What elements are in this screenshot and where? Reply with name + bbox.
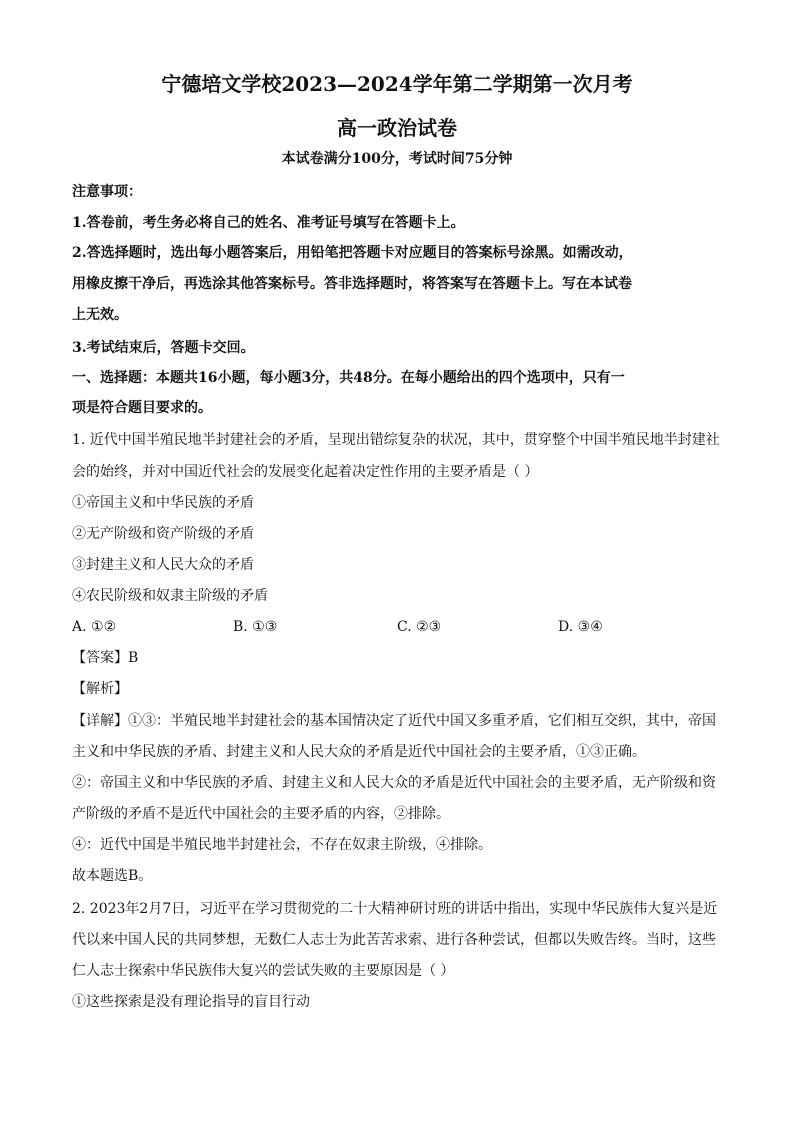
q1-option-d: D . ③④ — [558, 617, 603, 637]
exam-note: 本试卷满分100分，考试时间75分钟 — [281, 151, 513, 167]
q2-stem-line-3: 仁人志士探索中华民族伟大复兴的尝试失败的主要原因是（ ） — [72, 963, 455, 979]
q1-item-4: ④农民阶级和奴隶主阶级的矛盾 — [72, 588, 268, 604]
section-heading-line-1: 一、选择题：本题共16小题，每小题3分，共48分。在每小题给出的四个选项中，只有一 — [72, 370, 625, 386]
q1-analysis-label: 【解析】 — [72, 681, 128, 697]
notice-item-1: 1.答卷前，考生务必将自己的姓名、准考证号填写在答题卡上。 — [72, 215, 465, 231]
q1-stem-line-1: 1. 近代中国半殖民地半封建社会的矛盾，呈现出错综复杂的状况，其中，贯穿整个中国半殖民地半封建社 — [72, 432, 720, 448]
notice-item-2-line-2: 用橡皮擦干净后，再选涂其他答案标号。答非选择题时，将答案写在答题卡上。写在本试卷 — [72, 276, 632, 292]
exam-subtitle: 高一政治试卷 — [337, 116, 457, 140]
q1-item-1: ①帝国主义和中华民族的矛盾 — [72, 495, 254, 511]
notice-item-3: 3.考试结束后，答题卡交回。 — [72, 340, 255, 356]
q1-option-c: C . ②③ — [397, 617, 441, 637]
exam-title: 宁德培文学校2023—2024学年第二学期第一次月考 — [161, 72, 633, 96]
q1-detail-line-3: ②：帝国主义和中华民族的矛盾、封建主义和人民大众的矛盾是近代中国社会的主要矛盾，无产阶级和资 — [72, 775, 716, 791]
q1-stem-line-2: 会的始终，并对中国近代社会的发展变化起着决定性作用的主要矛盾是（ ） — [72, 464, 539, 480]
q1-conclusion: 故本题选B。 — [72, 868, 153, 884]
q1-detail-line-5: ④：近代中国是半殖民地半封建社会，不存在奴隶主阶级，④排除。 — [72, 837, 492, 853]
q1-detail-line-1: 【详解】①③：半殖民地半封建社会的基本国情决定了近代中国又多重矛盾，它们相互交织，其中，帝国 — [72, 713, 716, 729]
notice-heading: 注意事项： — [72, 184, 142, 200]
q1-options — [72, 617, 722, 637]
notice-item-2-line-3: 上无效。 — [72, 307, 128, 323]
q1-item-3: ③封建主义和人民大众的矛盾 — [72, 557, 254, 573]
q1-answer: 【答案】B — [72, 650, 139, 666]
q2-stem-line-2: 代以来中国人民的共同梦想，无数仁人志士为此苦苦求索、进行各种尝试，但都以失败告终。当时，这些 — [72, 932, 716, 948]
section-heading-line-2: 项是符合题目要求的。 — [72, 400, 212, 416]
notice-item-2-line-1: 2.答选择题时，选出每小题答案后，用铅笔把答题卡对应题目的答案标号涂黑。如需改动， — [72, 245, 633, 261]
q1-option-b: B . ①③ — [233, 617, 277, 637]
q1-option-a: A . ①② — [72, 617, 116, 637]
q1-detail-line-2: 主义和中华民族的矛盾、封建主义和人民大众的矛盾是近代中国社会的主要矛盾，①③正确。 — [72, 744, 646, 760]
q2-item-1: ①这些探索是没有理论指导的盲目行动 — [72, 994, 310, 1010]
q2-stem-line-1: 2. 2023年2月7日，习近平在学习贯彻党的二十大精神研讨班的讲话中指出，实现中华民族伟大复兴是近 — [72, 901, 718, 917]
q1-item-2: ②无产阶级和资产阶级的矛盾 — [72, 526, 254, 542]
q1-detail-line-4: 产阶级的矛盾不是近代中国社会的主要矛盾的内容，②排除。 — [72, 806, 450, 822]
